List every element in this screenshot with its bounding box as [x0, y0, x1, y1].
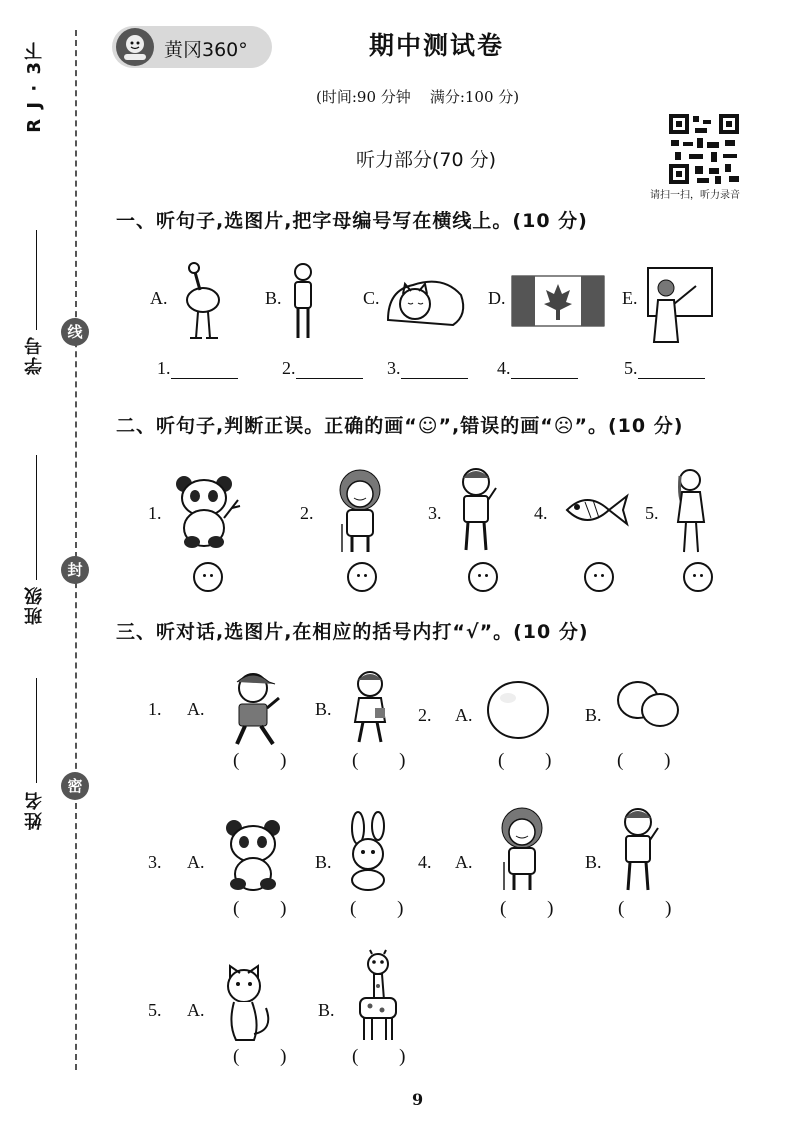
s3-q1-num: 1. [148, 699, 162, 719]
s1-option-b-label: B. [265, 288, 282, 308]
s1-blank-3-num: 3. [387, 358, 401, 378]
s3-q2-b-paren[interactable]: ( ) [617, 750, 689, 771]
sleeping-cat-icon [383, 270, 468, 330]
brand-name: 黄冈360° [164, 39, 248, 61]
man-icon [288, 262, 318, 342]
ostrich-icon [178, 262, 228, 342]
s1-option-d-label: D. [488, 288, 506, 308]
section3-title: 三、听对话,选图片,在相应的括号内打“√”。(10 分) [116, 621, 589, 643]
section2-title: 二、听句子,判断正误。正确的画“☺”,错误的画“☹”。(10 分) [116, 415, 684, 437]
s1-blank-5-line[interactable] [638, 360, 705, 379]
s2-item-5-num: 5. [645, 503, 659, 523]
egg-icon [486, 678, 550, 742]
s2-face-1[interactable] [193, 562, 223, 592]
eggs-icon [616, 680, 680, 730]
grandma-icon [330, 468, 390, 556]
panda-icon [224, 818, 284, 892]
s3-q2-num: 2. [418, 705, 432, 725]
s3-q4-a-paren[interactable]: ( ) [500, 898, 572, 919]
s2-face-3[interactable] [468, 562, 498, 592]
rabbit-icon [340, 812, 396, 892]
s3-q5-a-paren[interactable]: ( ) [233, 1046, 305, 1067]
girl-bag-icon [347, 668, 393, 746]
class-line [36, 455, 37, 580]
s3-q5-a-label: A. [187, 1000, 205, 1020]
qr-caption: 请扫一扫，听力录音 [650, 190, 740, 201]
seal-line-mark: 线 [61, 318, 89, 346]
student-no-label: 学号 [24, 335, 45, 375]
s1-blank-5-num: 5. [624, 358, 638, 378]
s3-q3-b-paren[interactable]: ( ) [350, 898, 422, 919]
s1-blank-4-num: 4. [497, 358, 511, 378]
s1-blank-1-num: 1. [157, 358, 171, 378]
s1-blank-1-line[interactable] [171, 360, 238, 379]
s1-option-c-label: C. [363, 288, 380, 308]
binding-line [75, 30, 77, 1070]
giraffe-icon [350, 950, 406, 1042]
s3-q4-b-label: B. [585, 852, 602, 872]
s3-q4-num: 4. [418, 852, 432, 872]
boy-icon [618, 806, 662, 892]
s3-q1-a-paren[interactable]: ( ) [233, 750, 305, 771]
s3-q2-a-paren[interactable]: ( ) [498, 750, 570, 771]
page-title: 期中测试卷 [369, 31, 505, 60]
girl-icon [672, 466, 712, 556]
teacher-icon [644, 266, 714, 346]
s3-q1-b-paren[interactable]: ( ) [352, 750, 424, 771]
grandma-icon [492, 806, 552, 892]
listening-part-title: 听力部分(70 分) [356, 149, 497, 171]
boy-icon [456, 466, 500, 554]
s3-q2-a-label: A. [455, 705, 473, 725]
s1-option-e-label: E. [622, 288, 638, 308]
name-label: 姓名 [24, 790, 45, 830]
s1-blank-2-num: 2. [282, 358, 296, 378]
s3-q1-b-label: B. [315, 699, 332, 719]
page-number: 9 [412, 1090, 424, 1109]
grade-label: R J · 3下 [24, 40, 45, 133]
class-label: 班级 [24, 585, 45, 625]
s2-item-1-num: 1. [148, 503, 162, 523]
s1-blank-3[interactable] [387, 358, 468, 379]
panda-icon [174, 470, 244, 550]
s1-blank-4[interactable] [497, 358, 578, 379]
cat-icon [222, 964, 278, 1044]
s1-blank-3-line[interactable] [401, 360, 468, 379]
s2-face-4[interactable] [584, 562, 614, 592]
s2-face-2[interactable] [347, 562, 377, 592]
qr-code[interactable] [667, 112, 741, 186]
s3-q5-num: 5. [148, 1000, 162, 1020]
s3-q5-b-paren[interactable]: ( ) [352, 1046, 424, 1067]
s1-blank-2[interactable] [282, 358, 363, 379]
seal-seal-mark: 封 [61, 556, 89, 584]
fish-icon [563, 490, 629, 530]
s1-blank-4-line[interactable] [511, 360, 578, 379]
s3-q4-a-label: A. [455, 852, 473, 872]
s3-q5-b-label: B. [318, 1000, 335, 1020]
s3-q3-b-label: B. [315, 852, 332, 872]
s3-q1-a-label: A. [187, 699, 205, 719]
s1-blank-1[interactable] [157, 358, 238, 379]
brand-badge [112, 26, 272, 68]
s2-item-2-num: 2. [300, 503, 314, 523]
s2-item-3-num: 3. [428, 503, 442, 523]
name-line [36, 678, 37, 783]
s3-q3-a-paren[interactable]: ( ) [233, 898, 305, 919]
seal-dense-mark: 密 [61, 772, 89, 800]
student-no-line [36, 230, 37, 330]
canada-flag-icon [512, 276, 604, 326]
s1-blank-5[interactable] [624, 358, 705, 379]
time-info: (时间:90 分钟 满分:100 分) [316, 88, 520, 106]
s2-item-4-num: 4. [534, 503, 548, 523]
s1-blank-2-line[interactable] [296, 360, 363, 379]
s3-q3-num: 3. [148, 852, 162, 872]
s3-q4-b-paren[interactable]: ( ) [618, 898, 690, 919]
s2-face-5[interactable] [683, 562, 713, 592]
s1-option-a-label: A. [150, 288, 168, 308]
s3-q3-a-label: A. [187, 852, 205, 872]
brand-logo-icon [116, 28, 154, 66]
s3-q2-b-label: B. [585, 705, 602, 725]
section1-title: 一、听句子,选图片,把字母编号写在横线上。(10 分) [116, 210, 588, 232]
boy-cap-icon [225, 668, 285, 746]
